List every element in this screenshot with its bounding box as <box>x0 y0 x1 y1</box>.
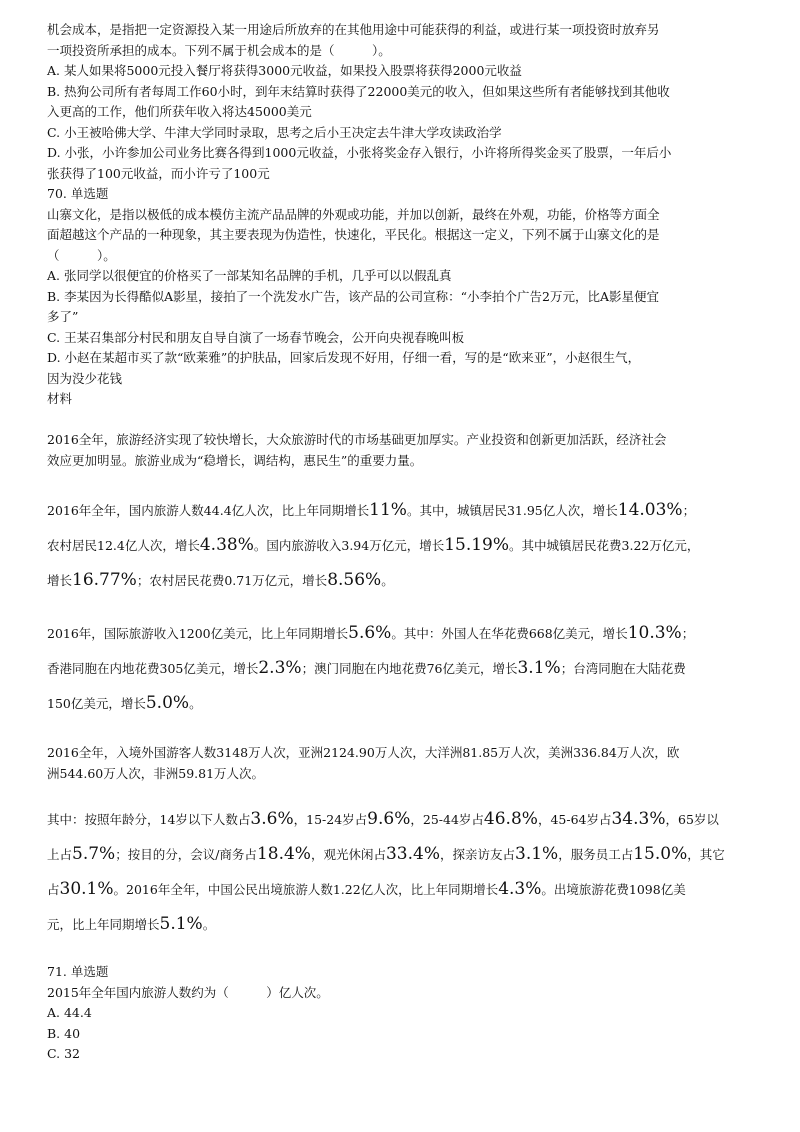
share-rate: 3.1% <box>515 844 559 864</box>
growth-rate: 8.56% <box>327 570 382 590</box>
q69-option-d: D. 小张，小许参加公司业务比赛各得到1000元收益，小张将奖金存入银行，小许将所得奖金买了股票，一年后小 <box>47 145 672 160</box>
growth-rate: 2.3% <box>258 658 302 678</box>
growth-rate: 4.38% <box>199 535 254 555</box>
material-paragraph-4: 2016全年，入境外国游客人数3148万人次，亚洲2124.90万人次，大洋洲81.85万人次，美洲336.84万人次，欧 <box>47 745 680 760</box>
growth-rate: 16.77% <box>72 570 137 590</box>
q71-stem: 2015年全年国内旅游人数约为（ ）亿人次。 <box>47 984 329 1000</box>
q70-option-d: D. 小赵在某超市买了款“欧莱雅”的护肤品，回家后发现不好用，仔细一看，写的是“欧来亚”，小赵很生气， <box>47 350 641 365</box>
q71-option-a: A. 44.4 <box>47 1005 92 1020</box>
material-section <box>47 410 755 963</box>
q69-stem: 一项投资所承担的成本。下列不属于机会成本的是（ ）。 <box>47 42 391 58</box>
growth-rate: 10.3% <box>627 623 682 643</box>
share-rate: 9.6% <box>367 809 411 829</box>
q71-option-c: C. 32 <box>47 1046 80 1061</box>
growth-rate: 5.0% <box>145 693 190 713</box>
growth-rate: 5.1% <box>159 914 203 934</box>
q69-stem: 机会成本，是指把一定资源投入某一用途后所放弃的在其他用途中可能获得的利益，或进行某一项投资时放弃另 <box>47 22 660 37</box>
material-paragraph-5: 其中：按照年龄分，14岁以下人数占3.6%，15-24岁占9.6%，25-44岁占46.8%，45-64岁占34.3%，65岁以 上占5.7%；按目的分，会议/商务占18.4%，观光休闲占33.4%，探亲访友占3.1%，服务员工占15.0%，其它 占30.1%。2016年全年，中国公民出境旅游人数1.22亿人次，比上年同期增长4.3%。出境旅游花费1098亿美 元，比上年同期增长5.1%。 <box>47 809 725 934</box>
growth-rate: 11% <box>369 500 407 520</box>
q70-option-b: B. 李某因为长得酷似A影星，接拍了一个洗发水广告，该产品的公司宣称：“小李拍个广告2万元，比A影星便宜 <box>47 288 660 304</box>
q70-stem: 面超越这个产品的一种现象，其主要表现为伪造性，快速化，平民化。根据这一定义，下列不属于山寨文化的是 <box>47 227 660 242</box>
q69-option-b: 入更高的工作，他们所获年收入将达45000美元 <box>47 104 312 119</box>
q70-option-a: A. 张同学以很便宜的价格买了一部某知名品牌的手机，几乎可以以假乱真 <box>47 268 452 283</box>
growth-rate: 4.3% <box>498 879 542 899</box>
material-paragraph-1: 2016全年，旅游经济实现了较快增长，大众旅游时代的市场基础更加厚实。产业投资和创新更加活跃，经济社会 <box>47 432 667 447</box>
material-paragraph-4: 洲544.60万人次，非洲59.81万人次。 <box>47 765 265 781</box>
q71-option-b: B. 40 <box>47 1025 81 1041</box>
share-rate: 15.0% <box>633 844 688 864</box>
share-rate: 3.6% <box>250 809 294 829</box>
q69-option-a: A. 某人如果将5000元投入餐厅将获得3000元收益，如果投入股票将获得2000元收益 <box>47 63 522 78</box>
q70-option-b: 多了” <box>47 309 79 324</box>
q69-option-c: C. 小王被哈佛大学、牛津大学同时录取，思考之后小王决定去牛津大学攻读政治学 <box>47 124 502 140</box>
question-69 <box>47 20 755 184</box>
question-70 <box>47 184 755 410</box>
q70-header: 70. 单选题 <box>47 186 109 201</box>
question-71 <box>47 962 755 1065</box>
q69-option-d: 张获得了100元收益，而小许亏了100元 <box>47 165 270 181</box>
q70-stem: 山寨文化，是指以极低的成本模仿主流产品品牌的外观或功能，并加以创新，最终在外观，功能，价格等方面全 <box>47 206 660 222</box>
q70-stem: （ ）。 <box>47 247 116 263</box>
q71-header: 71. 单选题 <box>47 964 109 979</box>
share-rate: 34.3% <box>611 809 666 829</box>
share-rate: 18.4% <box>256 844 311 864</box>
material-label: 材料 <box>47 391 73 406</box>
growth-rate: 15.19% <box>444 535 510 555</box>
share-rate: 5.7% <box>72 844 116 864</box>
material-paragraph-3: 2016年，国际旅游收入1200亿美元，比上年同期增长5.6%。其中：外国人在华花费668亿美元，增长10.3%； 香港同胞在内地花费305亿美元，增长2.3%；澳门同胞在内地花费76亿美元，增长3.1%；台湾同胞在大陆花费 150亿美元，增长5.0%。 <box>47 623 695 713</box>
share-rate: 33.4% <box>385 844 440 864</box>
q70-option-c: C. 王某召集部分村民和朋友自导自演了一场春节晚会，公开向央视春晚叫板 <box>47 329 465 345</box>
material-paragraph-2: 2016年全年，国内旅游人数44.4亿人次，比上年同期增长11%。其中，城镇居民31.95亿人次，增长14.03%； 农村居民12.4亿人次，增长4.38%。国内旅游收入3.94万亿元，增长15.19%。其中城镇居民花费3.22万亿元， 增长16.77%；农村居民花费0.71万亿元，增长8.56%。 <box>47 500 700 590</box>
material-paragraph-1: 效应更加明显。旅游业成为“稳增长，调结构，惠民生”的重要力量。 <box>47 452 423 468</box>
share-rate: 46.8% <box>483 809 538 829</box>
growth-rate: 3.1% <box>517 658 561 678</box>
q69-option-b: B. 热狗公司所有者每周工作60小时，到年末结算时获得了22000美元的收入，但如果这些所有者能够找到其他收 <box>47 83 670 99</box>
growth-rate: 5.6% <box>348 623 392 643</box>
growth-rate: 14.03% <box>617 500 683 520</box>
share-rate: 30.1% <box>59 879 114 899</box>
q70-option-d: 因为没少花钱 <box>47 370 123 386</box>
